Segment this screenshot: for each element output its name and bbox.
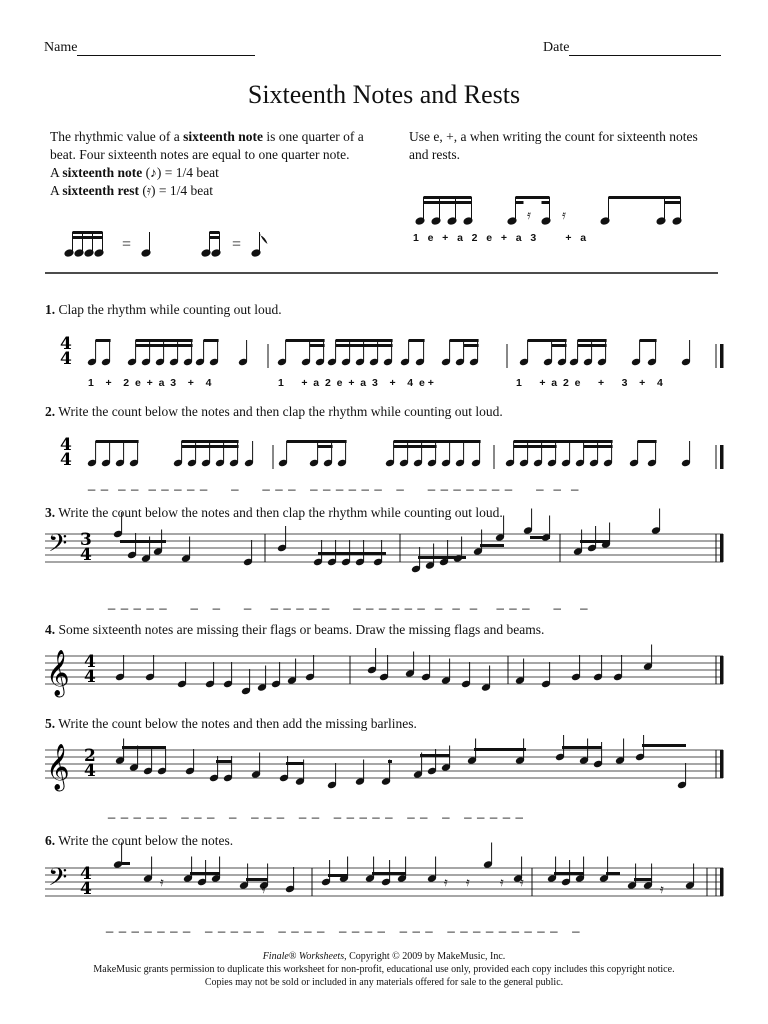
q6-rest-icon: 𝄿 — [466, 875, 470, 889]
note-beam — [120, 862, 130, 865]
equals-sign-2: = — [232, 236, 242, 253]
note-beam — [287, 440, 347, 443]
q6-rest-icon: 𝄿 — [500, 875, 504, 889]
q3-final-barline-thick — [720, 534, 724, 562]
note-beam — [318, 552, 386, 555]
intro-example-count: 1 e + a 2 e + a 3 + a — [413, 232, 587, 244]
note-beam — [182, 445, 239, 448]
note-beam — [420, 754, 450, 757]
note-beam — [372, 872, 406, 875]
q1-final-barline-thick — [720, 344, 724, 368]
note-beam — [530, 536, 550, 539]
sixteenth-rest-def: A sixteenth rest (𝄿) = 1/4 beat — [50, 183, 213, 198]
svg-text:𝄿: 𝄿 — [562, 208, 566, 223]
q6-bass-clef-icon: 𝄢 — [48, 863, 68, 898]
q1-count-m3: 1 + a 2 e + 3 + 4 — [516, 377, 663, 389]
note-beam — [578, 339, 607, 342]
q4-treble-clef-icon: 𝄞 — [46, 650, 70, 696]
note-beam — [136, 344, 193, 347]
q5-treble-clef-icon: 𝄞 — [46, 744, 70, 790]
note-beam — [246, 878, 268, 881]
note-beam — [638, 440, 657, 443]
note-beam — [204, 339, 219, 342]
note-beam — [584, 445, 613, 448]
name-label: Name — [44, 40, 78, 55]
question-1: 1. Clap the rhythm while counting out loud. — [45, 302, 282, 317]
q6-rest-icon: 𝄿 — [444, 875, 448, 889]
note-beam — [409, 339, 425, 342]
footer-line-2: MakeMusic grants permission to duplicate this worksheet for non-profit, educational use only, provided each copy includes this copyright notice. — [93, 964, 675, 975]
note-beam — [480, 544, 504, 547]
q1-count-m1: 1 + 2 e + a 3 + 4 — [88, 377, 212, 389]
note-beam — [96, 440, 139, 443]
q6-blanks[interactable]: _ _ _ _ _ _ _ _ _ _ _ _ _ _ _ _ _ _ _ _ _ _ _ _ _ _ _ _ _ _ _ _ _ — [106, 918, 581, 933]
note-beam — [318, 445, 333, 448]
note-beam — [474, 748, 526, 751]
q6-rest-icon: 𝄿 — [160, 875, 164, 889]
note-beam — [182, 440, 239, 443]
note-beam — [394, 440, 481, 443]
q6-final-barline-thick — [720, 868, 724, 896]
note-beam — [464, 344, 479, 347]
q1-timesig-top: 4 — [60, 334, 72, 354]
note-beam — [136, 339, 193, 342]
note-beam — [554, 872, 584, 875]
q6-rest-icon: 𝄿 — [520, 875, 524, 889]
intro-right: Use e, +, a when writing the count for sixteenth notes and rests. — [409, 129, 698, 162]
note-beam — [514, 440, 613, 443]
q5-timesig-bottom: 4 — [84, 761, 96, 781]
footer-line-3: Copies may not be sold or included in any materials offered for sale to the general public. — [204, 977, 564, 988]
q3-blanks[interactable]: _ _ _ _ _ _ _ _ _ _ _ _ _ _ _ _ _ _ _ _ _ _ _ _ _ _ _ — [108, 595, 589, 610]
sixteenth-note-def: A sixteenth note (♪) = 1/4 beat — [50, 165, 219, 180]
note-beam — [190, 872, 220, 875]
q2-timesig-bottom: 4 — [60, 450, 72, 470]
q3-timesig-bottom: 4 — [80, 545, 92, 565]
footer-line-1: Finale® Worksheets, Copyright © 2009 by MakeMusic, Inc. — [262, 951, 506, 962]
note-beam — [286, 762, 304, 765]
note-beam — [514, 445, 557, 448]
note-beam — [606, 872, 620, 875]
note-beam — [640, 339, 657, 342]
q4-final-barline-thick — [720, 656, 724, 684]
note-beam — [562, 746, 602, 749]
q6-rest-icon: 𝄿 — [660, 882, 664, 896]
date-label: Date — [543, 40, 570, 55]
q5-blanks[interactable]: _ _ _ _ _ _ _ _ _ _ _ _ _ _ _ _ _ _ _ _ _ _ _ _ _ _ _ — [108, 804, 524, 819]
q4-timesig-top: 4 — [84, 652, 96, 672]
intro-paragraph: The rhythmic value of a sixteenth note is one quarter of a beat. Four sixteenth notes are equal to one quarter note. — [50, 129, 364, 162]
q2-final-barline-thick — [720, 445, 724, 469]
q2-timesig-top: 4 — [60, 435, 72, 455]
note-beam — [336, 344, 393, 347]
q4-timesig-bottom: 4 — [84, 667, 96, 687]
note-beam — [122, 746, 166, 749]
note-beam — [336, 339, 393, 342]
q6-rest-icon: 𝄿 — [262, 882, 266, 896]
note-beam — [394, 445, 437, 448]
svg-text:𝄿: 𝄿 — [527, 208, 531, 223]
question-5: 5. Write the count below the notes and then add the missing barlines. — [45, 716, 417, 731]
question-2: 2. Write the count below the notes and then clap the rhythm while counting out loud. — [45, 404, 503, 419]
equals-sign-1: = — [122, 236, 132, 253]
note-beam — [642, 744, 686, 747]
note-beam — [216, 760, 232, 763]
note-beam — [578, 344, 607, 347]
footer — [0, 950, 768, 989]
q5-timesig-top: 2 — [84, 746, 96, 766]
note-beam — [286, 339, 325, 342]
question-6: 6. Write the count below the notes. — [45, 833, 234, 848]
q1-timesig-bottom: 4 — [60, 349, 72, 369]
q3-bass-clef-icon: 𝄢 — [48, 529, 68, 564]
note-beam — [552, 344, 567, 347]
q3-timesig-top: 3 — [80, 530, 92, 550]
note-beam — [96, 339, 111, 342]
note-beam — [634, 878, 652, 881]
note-beam — [328, 874, 348, 877]
note-beam — [120, 540, 166, 543]
note-beam — [580, 540, 610, 543]
q2-blanks[interactable]: _ _ _ _ _ _ _ _ _ _ _ _ _ _ _ _ _ _ _ _ _ _ _ _ _ _ _ _ _ _ — [88, 476, 580, 491]
question-4: 4. Some sixteenth notes are missing their flags or beams. Draw the missing flags and beams. — [45, 622, 545, 637]
q5-final-barline-thick — [720, 750, 724, 778]
page-title: Sixteenth Notes and Rests — [247, 80, 521, 109]
q6-timesig-top: 4 — [80, 864, 92, 884]
note-beam — [418, 556, 466, 559]
note-beam — [310, 344, 325, 347]
q1-count-m2: 1 + a 2 e + a 3 + 4 e + — [278, 377, 434, 389]
q6-timesig-bottom: 4 — [80, 879, 92, 899]
note-beam — [388, 760, 392, 763]
note-beam — [528, 339, 567, 342]
question-3: 3. Write the count below the notes and then clap the rhythm while counting out loud. — [45, 505, 503, 520]
note-beam — [450, 339, 479, 342]
